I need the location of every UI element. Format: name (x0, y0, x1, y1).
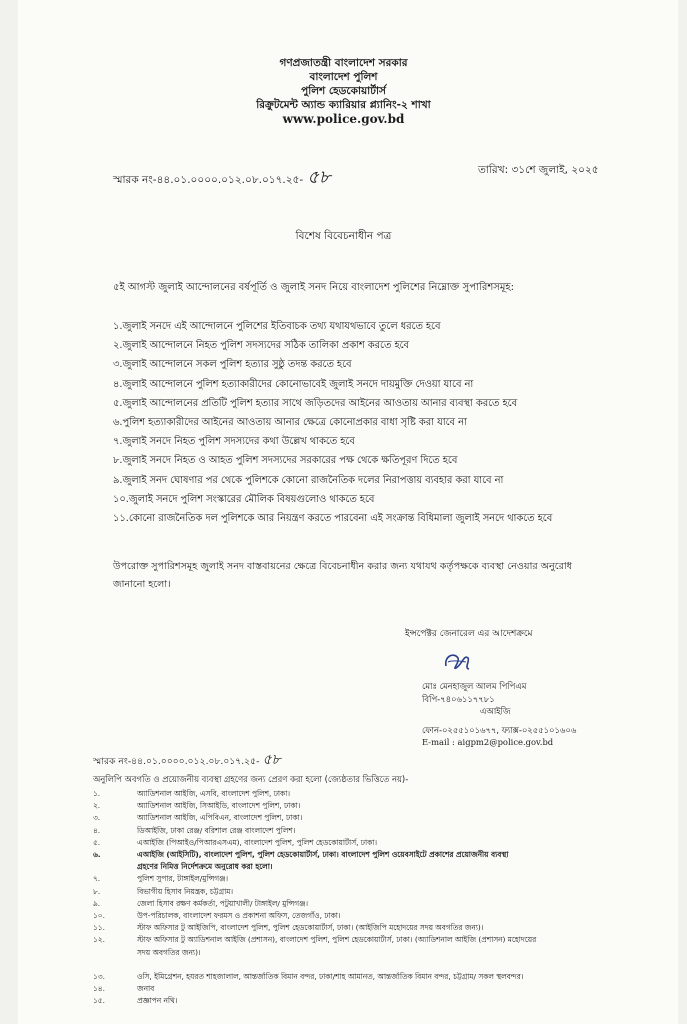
item-number: ১. (93, 789, 101, 798)
handwritten-number: ৫৮ (262, 752, 281, 768)
memo-number: স্মারক নং-৪৪.০১.০০০০.০১২.০৮.০১৭.২৫- (113, 174, 304, 186)
item-number: ৮. (93, 886, 101, 896)
organization-name: বাংলাদেশ পুলিশ (309, 71, 378, 83)
signatory-name: মোঃ মেনহাজুল আলম পিপিএম (422, 681, 527, 691)
list-item: ৬.পুলিশ হত্যাকারীদের আইনের আওতায় আনার ক্ষেত্রে কোনোপ্রকার বাধা সৃষ্টি করা যাবে না (113, 417, 467, 429)
item-text: উপ-পরিচালক, বাংলাদেশ ফরমস ও প্রকাশনা অফিস, তেজগাঁও, ঢাকা। (137, 911, 341, 921)
item-text: ডিআইজি, ঢাকা রেঞ্জ/ বরিশাল রেঞ্জ বাংলাদেশ পুলিশ। (137, 825, 296, 835)
item-text: অ্যাডিশনাল আইজি, সিআইডি, বাংলাদেশ পুলিশ, ঢাকা। (137, 801, 301, 811)
list-item: ১.জুলাই সনদে এই আন্দোলনে পুলিশের ইতিবাচক তথ্য যথাযথভাবে তুলে ধরতে হবে (113, 321, 441, 332)
list-spacer (93, 959, 593, 971)
item-number: ৯. (93, 898, 101, 908)
item-text: স্টাফ অফিসার টু আইজিপি, বাংলাদেশ পুলিশ, পুলিশ হেডকোয়ার্টার্স, ঢাকা। (আইজিপি মহোদয়ের সদয় অবগতির জন্য)। (137, 923, 484, 933)
item-text-continued: গ্রহণের নিমিত্ত নির্দেশক্রমে অনুরোধ করা হলো। (137, 862, 273, 872)
list-item (93, 971, 593, 983)
signatory-bp: বিপি-৭৪০৬১১৭৭৮১ (422, 693, 495, 704)
letter-subject: বিশেষ বিবেচনাধীন পত্র (295, 230, 392, 242)
item-number: ১১. (93, 923, 105, 933)
list-item (93, 788, 593, 800)
item-text: এআইজি (পিআইও/পিআরএসএম), বাংলাদেশ পুলিশ, পুলিশ হেডকোয়ার্টার্স, ঢাকা। (137, 837, 378, 847)
list-item (93, 849, 593, 873)
contact-email[interactable]: E-mail : aigpm2@police.gov.bd (422, 737, 554, 747)
list-item: ৪.জুলাই আন্দোলনে পুলিশ হত্যাকারীদের কোনোভাবেই জুলাই সনদে দায়মুক্তি দেওয়া যাবে না (113, 378, 474, 390)
website-link[interactable]: www.police.gov.bd (282, 112, 405, 126)
list-item (93, 898, 593, 910)
item-text: জনাব (137, 984, 155, 994)
item-text: জেলা হিসাব রক্ষণ কর্মকর্তা, পটুয়াখালী/ টাঙ্গাইল/ মুন্সিগঞ্জ। (137, 898, 309, 908)
item-number: ৬. (93, 850, 101, 860)
list-item: ১০.জুলাই সনদে পুলিশ সংস্কারের মৌলিক বিষয়গুলোও থাকতে হবে (113, 493, 375, 505)
intro-text: ৫ই আগস্ট জুলাই আন্দোলনের বর্ষপূর্তি ও জুলাই সনদ নিয়ে বাংলাদেশ পুলিশের নিম্নোক্ত সুপারিশসমূহ: (113, 282, 515, 293)
distribution-memo-number: স্মারক নং-৪৪.০১.০০০০.০১২.০৮.০১৭.২৫- (93, 756, 260, 767)
item-number: ১০. (93, 911, 105, 921)
item-number: ১৫. (93, 996, 105, 1006)
list-item (93, 910, 593, 922)
list-item (93, 800, 593, 812)
list-item: ৩.জুলাই আন্দোলনে সকল পুলিশ হত্যার সুষ্ঠু তদন্ত করতে হবে (113, 359, 352, 371)
item-text: পুলিশ সুপার, টাঙ্গাইল/মুন্সিগঞ্জ। (137, 874, 229, 884)
order-line: ইন্সপেক্টর জেনারেল এর আদেশক্রমে (405, 629, 533, 639)
list-item (93, 873, 593, 885)
item-text-continued: সদয় অবগতির জন্য)। (137, 947, 201, 957)
list-item (93, 995, 593, 1007)
branch-name: রিক্রুটমেন্ট অ্যান্ড ক্যারিয়ার প্ল্যানিং-২ শাখা (256, 99, 431, 111)
letterhead (0, 56, 687, 126)
signature-scribble (442, 650, 472, 674)
list-item (93, 886, 593, 898)
item-text: অ্যাডিশনাল আইজি, এপিবিএন, বাংলাদেশ পুলিশ, ঢাকা। (137, 813, 303, 823)
item-text: অ্যাডিশনাল আইজি, এসবি, বাংলাদেশ পুলিশ, ঢাকা। (137, 789, 290, 798)
item-text: স্টাফ অফিসার টু অ্যাডিশনাল আইজি (প্রশাসন), বাংলাদেশ পুলিশ, পুলিশ হেডকোয়ার্টার্স, ঢাকা। (অ্যাডিশনাল আইজি (প্রশাসন) মহোদয়ের (137, 935, 537, 945)
list-item: ৮.জুলাই সনদে নিহত ও আহত পুলিশ সদস্যদের সরকারের পক্ষ থেকে ক্ষতিপূরণ দিতে হবে (113, 455, 458, 467)
memo-date: তারিখ: ৩১শে জুলাই, ২০২৫ (478, 164, 599, 176)
signatory-designation: এআইজি (480, 706, 511, 716)
list-item: ৭.জুলাই সনদে নিহত পুলিশ সদস্যদের কথা উল্লেখ থাকতে হবে (113, 436, 355, 448)
office-name: পুলিশ হেডকোয়ার্টার্স (301, 85, 386, 97)
list-item: ৫.জুলাই আন্দোলনের প্রতিটি পুলিশ হত্যার সাথে জড়িতদের আইনের আওতায় আনার ব্যবস্থা করতে হবে (113, 397, 518, 409)
item-number: ৫. (93, 837, 101, 847)
item-number: ১২. (93, 935, 105, 945)
item-number: ১৪. (93, 984, 105, 994)
list-item (93, 922, 593, 934)
distribution-list (93, 788, 593, 1008)
list-item (93, 983, 593, 995)
distribution-title: অনুলিপি অবগতি ও প্রয়োজনীয় ব্যবস্থা গ্রহণের জন্য প্রেরণ করা হলো (জ্যেষ্ঠতার ভিত্তিতে নয়)- (93, 774, 409, 784)
item-number: ১৩. (93, 972, 105, 982)
item-text: ওসি, ইমিগ্রেশন, হযরত শাহজালাল, আন্তর্জাতিক বিমান বন্দর, ঢাকা/শাহ আমানত, আন্তর্জাতিক বিমান বন্দর, চট্টগ্রাম/ সকল স্থলবন্দর। (137, 972, 524, 982)
list-item: ৯.জুলাই সনদ ঘোষণার পর থেকে পুলিশকে কোনো রাজনৈতিক দলের নিরাপত্তায় ব্যবহার করা যাবে না (113, 474, 504, 486)
distribution-reference (93, 748, 281, 772)
item-text: বিভাগীয় হিসাব নিয়ন্ত্রক, চট্টগ্রাম। (137, 886, 233, 896)
item-number: ২. (93, 801, 101, 811)
handwritten-number: ৫৮ (307, 167, 331, 188)
list-item: ১১.কোনো রাজনৈতিক দল পুলিশকে আর নিয়ন্ত্রণ করতে পারবেনা এই সংক্রান্ত বিধিমালা জুলাই সনদে থাকতে হবে (113, 513, 553, 525)
signatory-block (422, 680, 576, 749)
list-item (93, 812, 593, 824)
item-number: ৪. (93, 825, 101, 835)
government-name: গণপ্রজাতন্ত্রী বাংলাদেশ সরকার (279, 57, 408, 69)
contact-phone: ফোন-০২৫৫১০১৬৭৭, ফ্যাক্স-০২৫৫১০১৬০৬ (422, 724, 577, 735)
item-text: এআইজি (আইসিটি), বাংলাদেশ পুলিশ, পুলিশ হেডকোয়ার্টার্স, ঢাকা। বাংলাদেশ পুলিশ ওয়েবসাইটে প্রকাশের প্রয়োজনীয় ব্যবস্থা (137, 850, 509, 860)
list-item (93, 837, 593, 849)
closing-paragraph: উপরোক্ত সুপারিশসমূহ জুলাই সনদ বাস্তবায়নের ক্ষেত্রে বিবেচনাধীন করার জন্য যথাযথ কর্তৃপক্ষকে ব্যবস্থা নেওয়ার অনুরোধ জানানো হলো। (113, 561, 573, 590)
recommendation-list (113, 317, 552, 528)
memo-reference (113, 163, 331, 194)
list-item (93, 934, 593, 958)
item-number: ৩. (93, 813, 101, 823)
item-number: ৭. (93, 874, 101, 884)
item-text: প্রজ্ঞাপন নথি। (137, 996, 178, 1006)
list-item: ২.জুলাই আন্দোলনে নিহত পুলিশ সদস্যদের সঠিক তালিকা প্রকাশ করতে হবে (113, 340, 409, 352)
list-item (93, 825, 593, 837)
